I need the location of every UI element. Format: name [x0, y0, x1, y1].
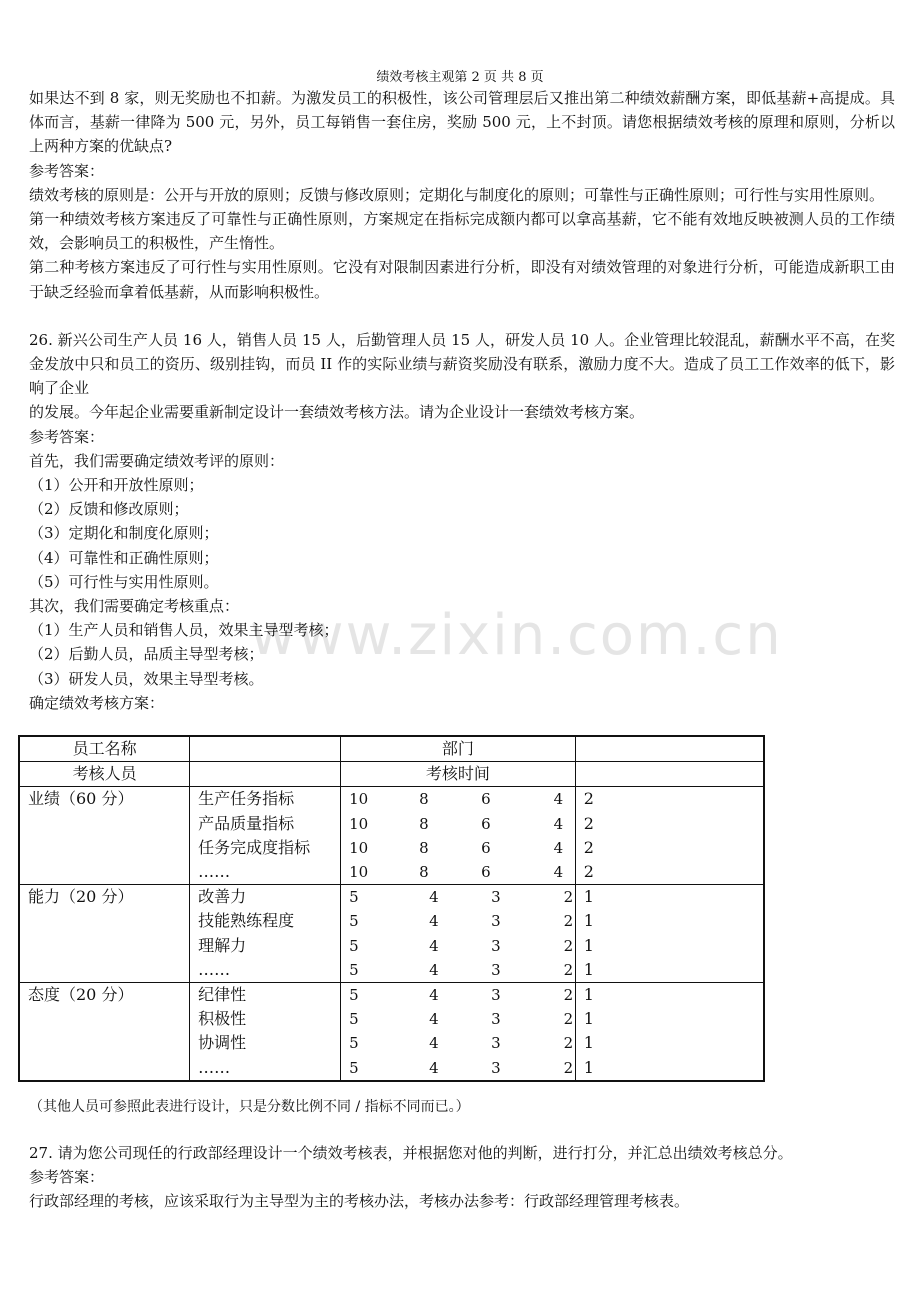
score-value: 4: [553, 863, 564, 882]
header-cell: [575, 736, 764, 762]
score-value: 3: [491, 888, 501, 907]
score-value: 6: [481, 863, 491, 882]
table-header-row: [19, 762, 764, 787]
score-value: 6: [481, 838, 491, 857]
paragraph: 确定绩效考核方案：: [29, 693, 165, 712]
table-header-row: [19, 736, 764, 762]
header-cell: [575, 762, 764, 787]
question-26-cont: 的发展。今年起企业需要重新制定设计一套绩效考核方法。请为企业设计一套绩效考核方案。: [29, 403, 645, 422]
scores-cell: [341, 982, 576, 1007]
group-cell: [19, 1055, 190, 1080]
table-row: [19, 787, 764, 812]
score-value: 3: [491, 985, 501, 1004]
answer-label: 参考答案：: [29, 161, 105, 180]
score-value: 1: [575, 1031, 764, 1055]
question-26: 26. 新兴公司生产人员 16 人，销售人员 15 人，后勤管理人员 15 人，研发人员 10 人。企业管理比较混乱，薪酬水平不高，在奖金发放中只和员工的资历、级别挂钩，而员 II 作的实际业绩与薪资奖励没有联系，激励力度不大。造成了员工工作效率的低下，影响了企业: [29, 330, 895, 398]
score-value: 10: [349, 790, 369, 809]
question-27-block: [29, 1141, 895, 1214]
score-value: 5: [349, 1034, 359, 1053]
item-cell: ……: [190, 958, 341, 983]
score-value: 2: [575, 836, 764, 860]
score-value: 8: [419, 838, 429, 857]
score-value: 4: [429, 1034, 439, 1053]
score-value: 1: [575, 909, 764, 933]
score-value: 8: [419, 863, 429, 882]
score-value: 1: [575, 982, 764, 1007]
group-cell: 态度（20 分）: [19, 982, 190, 1007]
scores-cell: [341, 1055, 576, 1080]
score-value: 2: [563, 912, 574, 931]
score-value: 2: [563, 985, 574, 1004]
score-value: 4: [429, 1010, 439, 1029]
score-value: 2: [563, 960, 574, 979]
item-cell: 纪律性: [190, 982, 341, 1007]
score-value: 1: [575, 1007, 764, 1031]
score-value: 5: [349, 1010, 359, 1029]
score-value: 5: [349, 960, 359, 979]
scores-cell: [341, 958, 576, 983]
answer-label: 参考答案：: [29, 427, 105, 446]
score-value: 4: [553, 790, 564, 809]
table-row: [19, 934, 764, 958]
score-value: 5: [349, 888, 359, 907]
score-value: 2: [575, 812, 764, 836]
score-value: 3: [491, 1034, 501, 1053]
scores-cell: [341, 860, 576, 885]
score-value: 1: [575, 934, 764, 958]
score-value: 2: [563, 1010, 574, 1029]
table-row: [19, 836, 764, 860]
score-value: 4: [553, 814, 564, 833]
score-value: 2: [563, 936, 574, 955]
header-cell: 部门: [341, 736, 576, 762]
header-cell: [190, 762, 341, 787]
score-value: 1: [575, 958, 764, 983]
paragraph: 第一种绩效考核方案违反了可靠性与正确性原则，方案规定在指标完成额内都可以拿高基薪，它不能有效地反映被测人员的工作绩效，会影响员工的积极性，产生惰性。: [29, 210, 895, 253]
score-value: 5: [349, 936, 359, 955]
scores-cell: [341, 885, 576, 910]
score-value: 6: [481, 790, 491, 809]
score-value: 2: [575, 860, 764, 885]
score-value: 10: [349, 814, 369, 833]
score-value: 8: [419, 790, 429, 809]
group-cell: [19, 934, 190, 958]
group-cell: [19, 860, 190, 885]
group-cell: [19, 836, 190, 860]
score-value: 4: [429, 960, 439, 979]
score-value: 5: [349, 985, 359, 1004]
score-value: 8: [419, 814, 429, 833]
item-cell: 协调性: [190, 1031, 341, 1055]
list-item: （1）生产人员和销售人员，效果主导型考核；: [29, 621, 339, 640]
question-27: 27. 请为您公司现任的行政部经理设计一个绩效考核表，并根据您对他的判断，进行打分，并汇总出绩效考核总分。: [29, 1144, 793, 1162]
header-cell: 考核人员: [19, 762, 190, 787]
item-cell: 积极性: [190, 1007, 341, 1031]
score-value: 10: [349, 838, 369, 857]
scores-cell: [341, 787, 576, 812]
paragraph: 首先，我们需要确定绩效考评的原则：: [29, 451, 285, 470]
table-note: （其他人员可参照此表进行设计，只是分数比例不同 / 指标不同而已。）: [29, 1099, 470, 1115]
score-value: 2: [563, 1034, 574, 1053]
assessment-table: [18, 735, 765, 1082]
score-value: 2: [575, 787, 764, 812]
paragraph: 行政部经理的考核，应该采取行为主导型为主的考核办法，考核办法参考：行政部经理管理考核表。: [29, 1192, 690, 1211]
table-row: [19, 860, 764, 885]
scores-cell: [341, 934, 576, 958]
paragraph: 第二种考核方案违反了可行性与实用性原则。它没有对限制因素进行分析，即没有对绩效管理的对象进行分析，可能造成新职工由于缺乏经验而拿着低基薪，从而影响积极性。: [29, 258, 895, 301]
score-value: 10: [349, 863, 369, 882]
item-cell: 理解力: [190, 934, 341, 958]
table-row: [19, 958, 764, 983]
scores-cell: [341, 836, 576, 860]
scores-cell: [341, 909, 576, 933]
answer-label: 参考答案：: [29, 1168, 105, 1187]
table-row: [19, 812, 764, 836]
paragraph: 如果达不到 8 家，则无奖励也不扣薪。为激发员工的积极性，该公司管理层后又推出第二种绩效薪酬方案，即低基薪+高提成。具体而言，基薪一律降为 500 元，另外，员工每销售一套住房，奖励 500 元，上不封顶。请您根据绩效考核的原理和原则，分析以上两种方案的优缺点?: [29, 89, 895, 156]
score-value: 2: [563, 1058, 574, 1077]
document-body: [29, 86, 895, 715]
list-item: （3）定期化和制度化原则；: [29, 524, 219, 543]
item-cell: 生产任务指标: [190, 787, 341, 812]
item-cell: 技能熟练程度: [190, 909, 341, 933]
score-value: 4: [429, 888, 439, 907]
score-value: 3: [491, 912, 501, 931]
list-item: （2）反馈和修改原则；: [29, 500, 189, 519]
score-value: 3: [491, 936, 501, 955]
table-row: [19, 1055, 764, 1080]
score-value: 4: [429, 1058, 439, 1077]
table-row: [19, 885, 764, 910]
scores-cell: [341, 1031, 576, 1055]
list-item: （4）可靠性和正确性原则；: [29, 548, 219, 567]
item-cell: 改善力: [190, 885, 341, 910]
header-cell: [190, 736, 341, 762]
group-cell: [19, 1031, 190, 1055]
list-item: （5）可行性与实用性原则。: [29, 572, 219, 591]
score-value: 5: [349, 912, 359, 931]
header-cell: 考核时间: [341, 762, 576, 787]
score-value: 2: [563, 888, 574, 907]
item-cell: 产品质量指标: [190, 812, 341, 836]
score-value: 4: [429, 936, 439, 955]
score-value: 3: [491, 960, 501, 979]
header-cell: 员工名称: [19, 736, 190, 762]
scores-cell: [341, 1007, 576, 1031]
item-cell: ……: [190, 860, 341, 885]
score-value: 1: [575, 1055, 764, 1080]
score-value: 4: [553, 838, 564, 857]
score-value: 1: [575, 885, 764, 910]
score-value: 4: [429, 985, 439, 1004]
list-item: （1）公开和开放性原则；: [29, 476, 204, 495]
list-item: （2）后勤人员，品质主导型考核；: [29, 645, 264, 664]
table-row: [19, 909, 764, 933]
watermark: www.zixin.com.cn: [250, 603, 783, 668]
score-value: 3: [491, 1010, 501, 1029]
score-value: 3: [491, 1058, 501, 1077]
paragraph: 绩效考核的原则是：公开与开放的原则；反馈与修改原则；定期化与制度化的原则；可靠性与正确性原则；可行性与实用性原则。: [29, 185, 885, 204]
group-cell: [19, 1007, 190, 1031]
score-value: 4: [429, 912, 439, 931]
table-row: [19, 1031, 764, 1055]
item-cell: 任务完成度指标: [190, 836, 341, 860]
item-cell: ……: [190, 1055, 341, 1080]
group-cell: [19, 909, 190, 933]
group-cell: [19, 812, 190, 836]
scores-cell: [341, 812, 576, 836]
table-row: [19, 1007, 764, 1031]
list-item: （3）研发人员，效果主导型考核。: [29, 669, 264, 688]
paragraph: 其次，我们需要确定考核重点：: [29, 597, 240, 616]
group-cell: 业绩（60 分）: [19, 787, 190, 812]
table-row: [19, 982, 764, 1007]
group-cell: [19, 958, 190, 983]
group-cell: 能力（20 分）: [19, 885, 190, 910]
score-value: 5: [349, 1058, 359, 1077]
page-header: 绩效考核主观第 2 页 共 8 页: [376, 70, 544, 85]
score-value: 6: [481, 814, 491, 833]
